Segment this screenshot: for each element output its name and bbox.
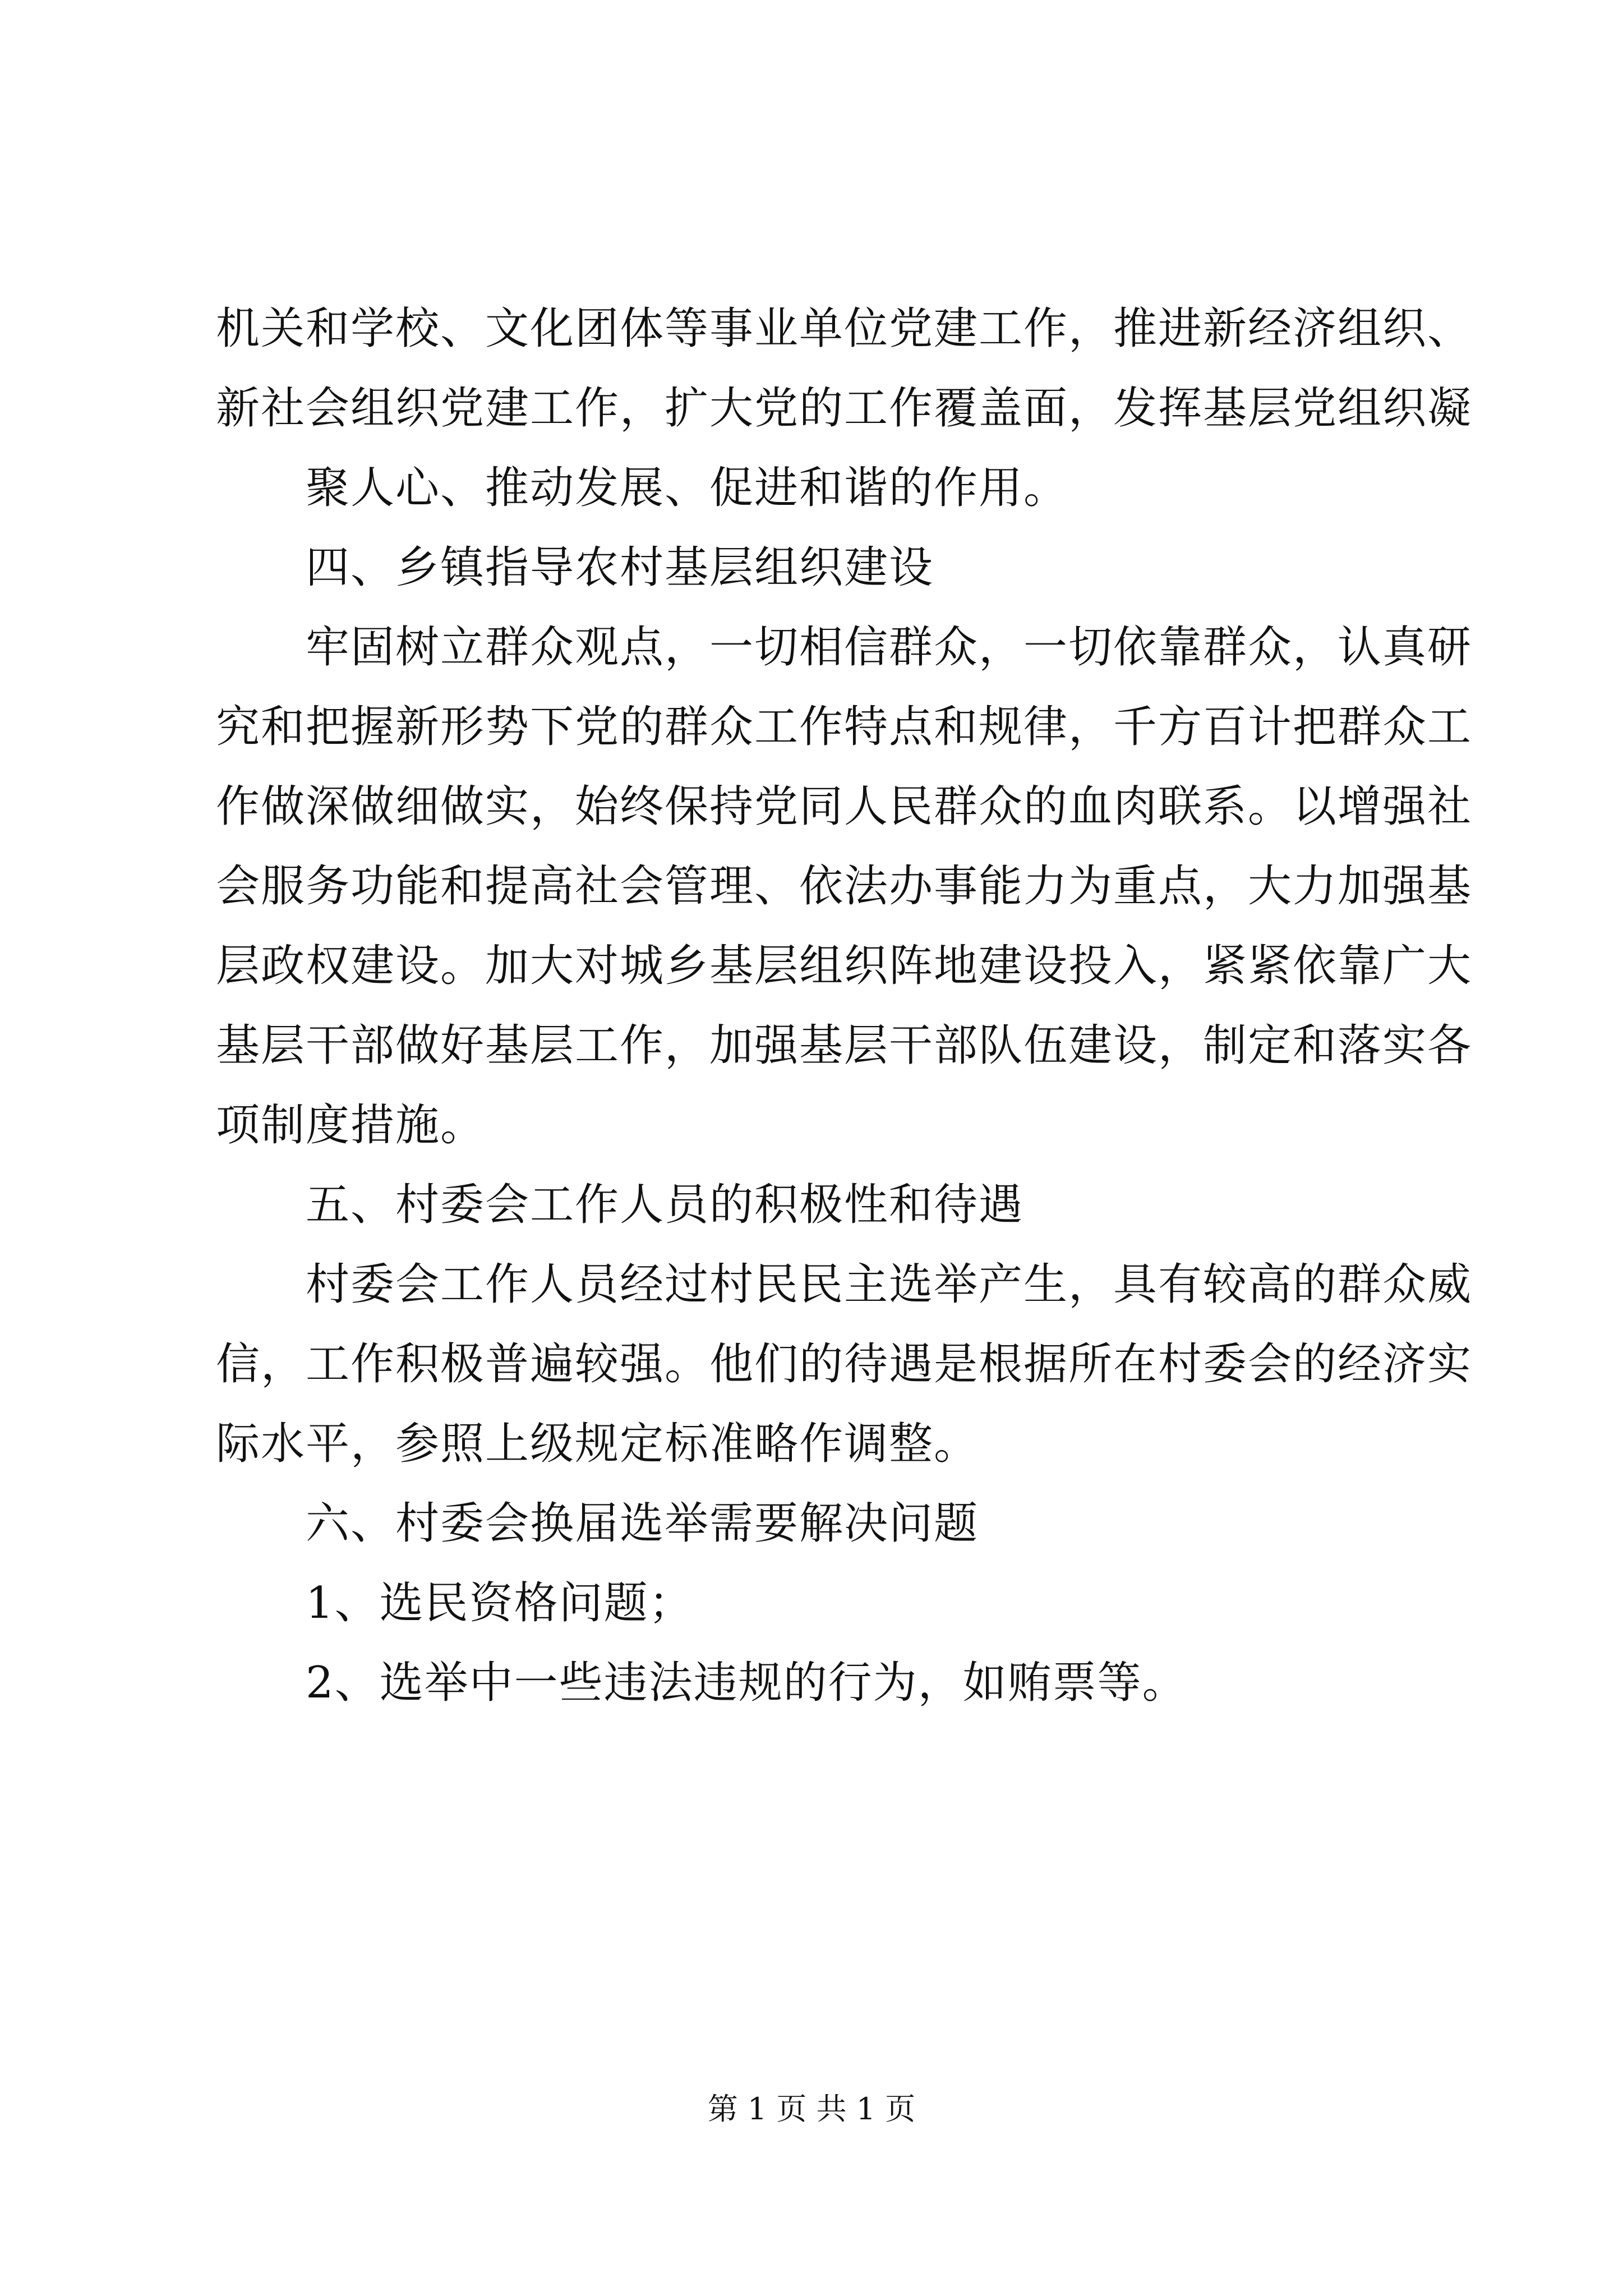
text-line: 新社会组织党建工作，扩大党的工作覆盖面，发挥基层党组织凝 bbox=[216, 383, 1473, 434]
section-heading: 四、乡镇指导农村基层组织建设 bbox=[306, 542, 934, 593]
text-line: 项制度措施。 bbox=[216, 1100, 486, 1151]
section-heading: 五、村委会工作人员的积极性和待遇 bbox=[306, 1180, 1024, 1230]
section-heading: 六、村委会换届选举需要解决问题 bbox=[306, 1498, 979, 1549]
text-line: 机关和学校、文化团体等事业单位党建工作，推进新经济组织、 bbox=[216, 303, 1473, 354]
text-line: 牢固树立群众观点，一切相信群众，一切依靠群众，认真研 bbox=[306, 622, 1473, 673]
text-line: 信，工作积极普遍较强。他们的待遇是根据所在村委会的经济实 bbox=[216, 1339, 1473, 1389]
text-line: 村委会工作人员经过村民民主选举产生，具有较高的群众威 bbox=[306, 1259, 1473, 1310]
text-line: 基层干部做好基层工作，加强基层干部队伍建设，制定和落实各 bbox=[216, 1020, 1473, 1071]
text-line: 作做深做细做实，始终保持党同人民群众的血肉联系。以增强社 bbox=[216, 781, 1473, 832]
body-text bbox=[216, 289, 1473, 1723]
text-line: 究和把握新形势下党的群众工作特点和规律，千方百计把群众工 bbox=[216, 702, 1473, 752]
page-number: 第 1 页 共 1 页 bbox=[707, 2091, 916, 2127]
list-item: 2、选举中一些违法违规的行为，如贿票等。 bbox=[306, 1658, 1187, 1708]
text-line: 际水平，参照上级规定标准略作调整。 bbox=[216, 1419, 979, 1469]
list-item: 1、选民资格问题； bbox=[306, 1578, 694, 1628]
text-line: 会服务功能和提高社会管理、依法办事能力为重点，大力加强基 bbox=[216, 861, 1473, 912]
text-line: 层政权建设。加大对城乡基层组织阵地建设投入，紧紧依靠广大 bbox=[216, 941, 1473, 991]
text-line: 聚人心、推动发展、促进和谐的作用。 bbox=[306, 463, 1069, 513]
